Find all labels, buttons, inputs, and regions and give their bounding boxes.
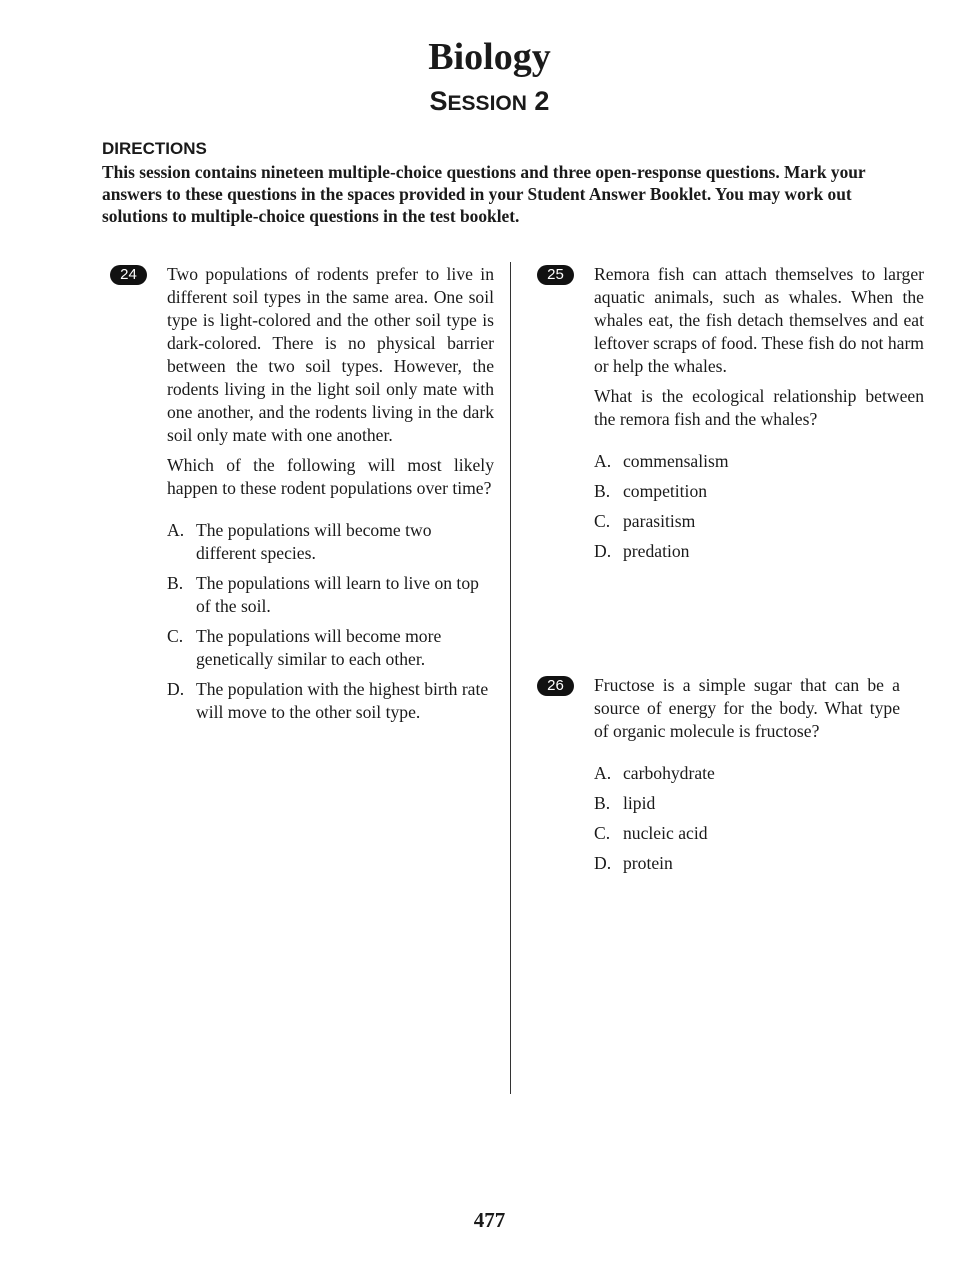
- question-26: [547, 674, 900, 882]
- answer-option-d[interactable]: [594, 540, 924, 563]
- page-title: Biology: [428, 36, 551, 78]
- question-prompt: What is the ecological relationship between the remora fish and the whales?: [594, 386, 924, 429]
- answer-options: [594, 762, 900, 875]
- option-letter: A.: [167, 520, 185, 540]
- option-letter: C.: [594, 823, 611, 843]
- option-letter: C.: [167, 626, 184, 646]
- answer-option-a[interactable]: [594, 450, 924, 473]
- option-text: competition: [623, 481, 708, 501]
- option-text: protein: [623, 853, 673, 873]
- answer-option-c[interactable]: [594, 822, 900, 845]
- option-letter: B.: [594, 481, 611, 501]
- question-number-badge: 25: [537, 265, 574, 285]
- option-text: The populations will become more genetically similar to each other.: [196, 626, 442, 669]
- session-word: ESSION: [447, 92, 527, 115]
- answer-option-b[interactable]: [594, 792, 900, 815]
- option-text: commensalism: [623, 451, 729, 471]
- option-letter: D.: [167, 679, 185, 699]
- answer-option-c[interactable]: [167, 625, 494, 671]
- option-letter: B.: [594, 793, 611, 813]
- option-letter: B.: [167, 573, 184, 593]
- answer-option-b[interactable]: [167, 572, 494, 618]
- session-number: 2: [534, 86, 550, 116]
- question-stem: Two populations of rodents prefer to live in different soil types in the same area. One soil type is light-colored and the other soil type is dark-colored. There is no physical barrier between the two soil types. However, the rodents living in the light soil only mate with one another, and the rodents living in the dark soil only mate with one another.: [167, 264, 494, 445]
- answer-option-d[interactable]: [594, 852, 900, 875]
- option-text: The population with the highest birth rate will move to the other soil type.: [196, 679, 489, 722]
- answer-options: [167, 519, 494, 724]
- option-text: The populations will become two different species.: [196, 520, 432, 563]
- answer-option-c[interactable]: [594, 510, 924, 533]
- question-25: [547, 263, 924, 570]
- question-stem: Remora fish can attach themselves to larger aquatic animals, such as whales. When the whales eat, the fish detach themselves and eat leftover scraps of food. These fish do not harm or help the whales.: [594, 264, 924, 376]
- answer-option-b[interactable]: [594, 480, 924, 503]
- option-text: parasitism: [623, 511, 696, 531]
- option-letter: C.: [594, 511, 611, 531]
- answer-options: [594, 450, 924, 563]
- option-letter: D.: [594, 853, 612, 873]
- option-letter: A.: [594, 451, 612, 471]
- question-prompt: Which of the following will most likely happen to these rodent populations over time?: [167, 455, 494, 498]
- option-letter: D.: [594, 541, 612, 561]
- answer-option-d[interactable]: [167, 678, 494, 724]
- question-stem: Fructose is a simple sugar that can be a source of energy for the body. What type of organic molecule is fructose?: [594, 675, 900, 741]
- directions-text: This session contains nineteen multiple-choice questions and three open-response questions. Mark your answers to these questions in the spaces provided in your Student Answer Booklet. You may work out solutions to multiple-choice questions in the test booklet.: [102, 162, 866, 226]
- option-text: carbohydrate: [623, 763, 715, 783]
- option-letter: A.: [594, 763, 612, 783]
- question-24: [120, 263, 494, 731]
- option-text: nucleic acid: [623, 823, 708, 843]
- page-number: 477: [473, 1208, 506, 1232]
- column-divider: [510, 262, 511, 1094]
- option-text: The populations will learn to live on top of the soil.: [196, 573, 479, 616]
- answer-option-a[interactable]: [167, 519, 494, 565]
- question-number-badge: 24: [110, 265, 147, 285]
- session-heading: [0, 84, 979, 121]
- answer-option-a[interactable]: [594, 762, 900, 785]
- option-text: lipid: [623, 793, 656, 813]
- question-number-badge: 26: [537, 676, 574, 696]
- option-text: predation: [623, 541, 690, 561]
- directions-heading: DIRECTIONS: [102, 139, 207, 158]
- session-initial: S: [429, 86, 448, 116]
